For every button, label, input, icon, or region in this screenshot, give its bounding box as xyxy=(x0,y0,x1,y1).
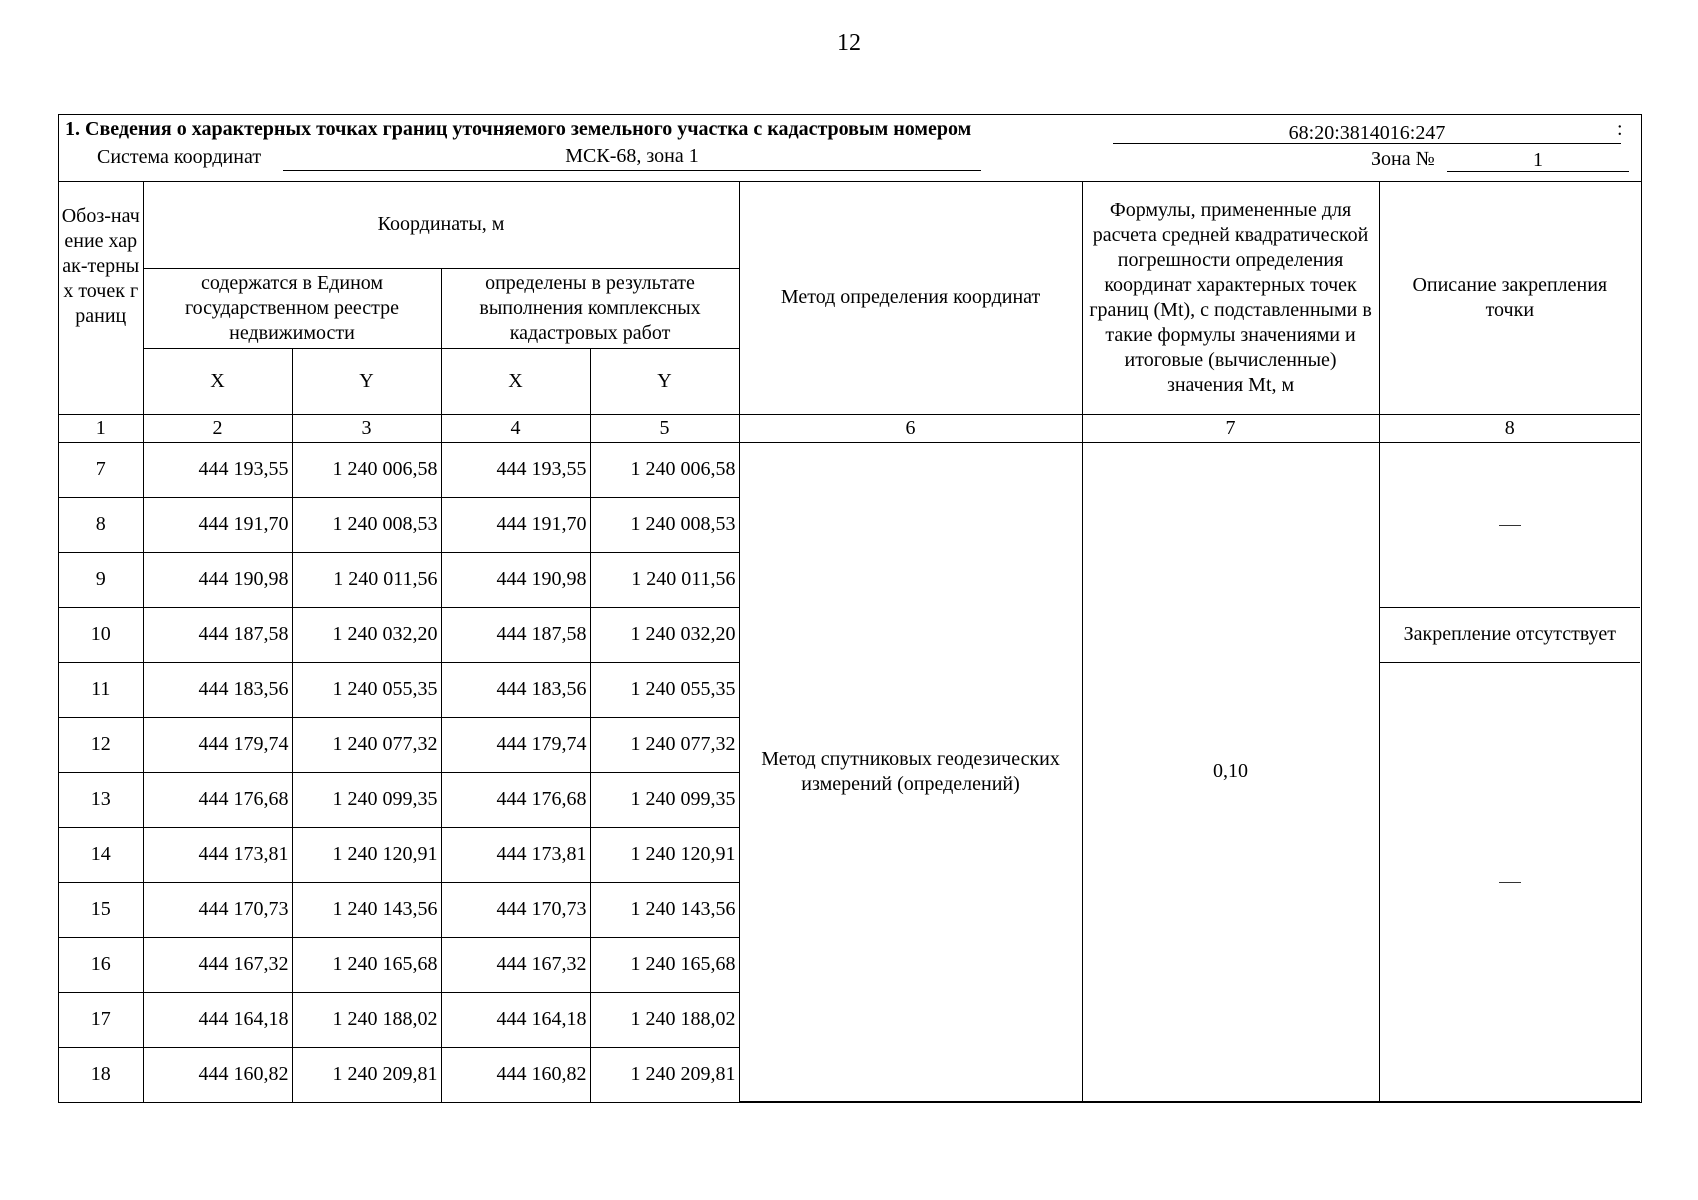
y-egrn-cell: 1 240 188,02 xyxy=(292,992,441,1047)
header-description: Описание закрепления точки xyxy=(1379,182,1640,414)
x-egrn-cell: 444 187,58 xyxy=(143,607,292,662)
y-egrn-cell: 1 240 032,20 xyxy=(292,607,441,662)
header-point-designation-text: Обоз-начение харак-терных точек границ xyxy=(61,205,140,327)
x-egrn-cell: 444 190,98 xyxy=(143,552,292,607)
column-number: 2 xyxy=(143,414,292,442)
table-row xyxy=(59,442,1640,497)
x-egrn-cell: 444 183,56 xyxy=(143,662,292,717)
header-determined-coordinates: определены в результате выполнения комплексных кадастровых работ xyxy=(441,268,739,348)
y-determined-cell: 1 240 077,32 xyxy=(590,717,739,772)
x-egrn-cell: 444 164,18 xyxy=(143,992,292,1047)
column-number: 3 xyxy=(292,414,441,442)
column-number: 5 xyxy=(590,414,739,442)
y-determined-cell: 1 240 120,91 xyxy=(590,827,739,882)
column-number: 4 xyxy=(441,414,590,442)
y-determined-cell: 1 240 011,56 xyxy=(590,552,739,607)
y-egrn-cell: 1 240 011,56 xyxy=(292,552,441,607)
y-determined-cell: 1 240 165,68 xyxy=(590,937,739,992)
point-cell: 16 xyxy=(59,937,143,992)
point-cell: 7 xyxy=(59,442,143,497)
x-egrn-cell: 444 170,73 xyxy=(143,882,292,937)
y-determined-cell: 1 240 055,35 xyxy=(590,662,739,717)
boundary-points-table xyxy=(59,182,1640,1102)
x-determined-cell: 444 187,58 xyxy=(441,607,590,662)
column-number: 1 xyxy=(59,414,143,442)
point-cell: 18 xyxy=(59,1047,143,1102)
x-determined-cell: 444 193,55 xyxy=(441,442,590,497)
boundary-points-document xyxy=(58,114,1642,1103)
y-egrn-cell: 1 240 143,56 xyxy=(292,882,441,937)
point-cell: 13 xyxy=(59,772,143,827)
page-number: 12 xyxy=(837,30,861,56)
header-x-egrn: X xyxy=(143,348,292,414)
x-egrn-cell: 444 176,68 xyxy=(143,772,292,827)
x-determined-cell: 444 173,81 xyxy=(441,827,590,882)
y-egrn-cell: 1 240 099,35 xyxy=(292,772,441,827)
x-egrn-cell: 444 191,70 xyxy=(143,497,292,552)
x-determined-cell: 444 160,82 xyxy=(441,1047,590,1102)
point-cell: 8 xyxy=(59,497,143,552)
x-determined-cell: 444 190,98 xyxy=(441,552,590,607)
dash-icon xyxy=(1499,525,1521,526)
y-egrn-cell: 1 240 209,81 xyxy=(292,1047,441,1102)
point-cell: 11 xyxy=(59,662,143,717)
description-dash-cell xyxy=(1379,442,1640,607)
x-egrn-cell: 444 167,32 xyxy=(143,937,292,992)
header-y-determined: Y xyxy=(590,348,739,414)
header-formulas: Формулы, примененные для расчета средней квадратической погрешности определения координат характерных точек границ (Mt), с подставленными в такие формулы значениями и итоговые (вычисленные) значения Mt, м xyxy=(1082,182,1379,414)
y-determined-cell: 1 240 209,81 xyxy=(590,1047,739,1102)
coordinate-system-value: МСК-68, зона 1 xyxy=(283,146,981,171)
point-cell: 12 xyxy=(59,717,143,772)
zone-value: 1 xyxy=(1447,147,1629,172)
y-egrn-cell: 1 240 077,32 xyxy=(292,717,441,772)
dash-icon xyxy=(1499,882,1521,883)
header-point-designation xyxy=(59,182,143,414)
header-y-egrn: Y xyxy=(292,348,441,414)
y-determined-cell: 1 240 032,20 xyxy=(590,607,739,662)
x-determined-cell: 444 167,32 xyxy=(441,937,590,992)
point-cell: 9 xyxy=(59,552,143,607)
column-number: 7 xyxy=(1082,414,1379,442)
section-header xyxy=(59,115,1641,182)
column-number: 6 xyxy=(739,414,1082,442)
header-coordinates: Координаты, м xyxy=(143,182,739,268)
y-egrn-cell: 1 240 055,35 xyxy=(292,662,441,717)
point-cell: 15 xyxy=(59,882,143,937)
x-determined-cell: 444 176,68 xyxy=(441,772,590,827)
coordinate-system-label: Система координат xyxy=(97,146,262,168)
y-determined-cell: 1 240 143,56 xyxy=(590,882,739,937)
y-egrn-cell: 1 240 008,53 xyxy=(292,497,441,552)
x-egrn-cell: 444 179,74 xyxy=(143,717,292,772)
header-method: Метод определения координат xyxy=(739,182,1082,414)
y-determined-cell: 1 240 008,53 xyxy=(590,497,739,552)
column-number: 8 xyxy=(1379,414,1640,442)
x-egrn-cell: 444 173,81 xyxy=(143,827,292,882)
section-title: 1. Сведения о характерных точках границ уточняемого земельного участка с кадастровым номером xyxy=(65,118,972,140)
zone-label: Зона № xyxy=(1371,148,1435,170)
x-determined-cell: 444 191,70 xyxy=(441,497,590,552)
x-egrn-cell: 444 193,55 xyxy=(143,442,292,497)
x-egrn-cell: 444 160,82 xyxy=(143,1047,292,1102)
y-determined-cell: 1 240 006,58 xyxy=(590,442,739,497)
x-determined-cell: 444 179,74 xyxy=(441,717,590,772)
y-determined-cell: 1 240 099,35 xyxy=(590,772,739,827)
point-cell: 10 xyxy=(59,607,143,662)
y-egrn-cell: 1 240 165,68 xyxy=(292,937,441,992)
header-colon: : xyxy=(1617,118,1623,140)
description-cell: Закрепление отсутствует xyxy=(1379,607,1640,662)
mt-value-cell: 0,10 xyxy=(1082,442,1379,1102)
header-x-determined: X xyxy=(441,348,590,414)
description-dash-cell xyxy=(1379,662,1640,1102)
method-cell: Метод спутниковых геодезических измерений (определений) xyxy=(739,442,1082,1102)
point-cell: 14 xyxy=(59,827,143,882)
y-egrn-cell: 1 240 006,58 xyxy=(292,442,441,497)
point-cell: 17 xyxy=(59,992,143,1047)
y-determined-cell: 1 240 188,02 xyxy=(590,992,739,1047)
y-egrn-cell: 1 240 120,91 xyxy=(292,827,441,882)
x-determined-cell: 444 183,56 xyxy=(441,662,590,717)
x-determined-cell: 444 164,18 xyxy=(441,992,590,1047)
x-determined-cell: 444 170,73 xyxy=(441,882,590,937)
cadastral-number: 68:20:3814016:247 xyxy=(1113,119,1621,144)
header-egrn-coordinates: содержатся в Едином государственном реестре недвижимости xyxy=(143,268,441,348)
